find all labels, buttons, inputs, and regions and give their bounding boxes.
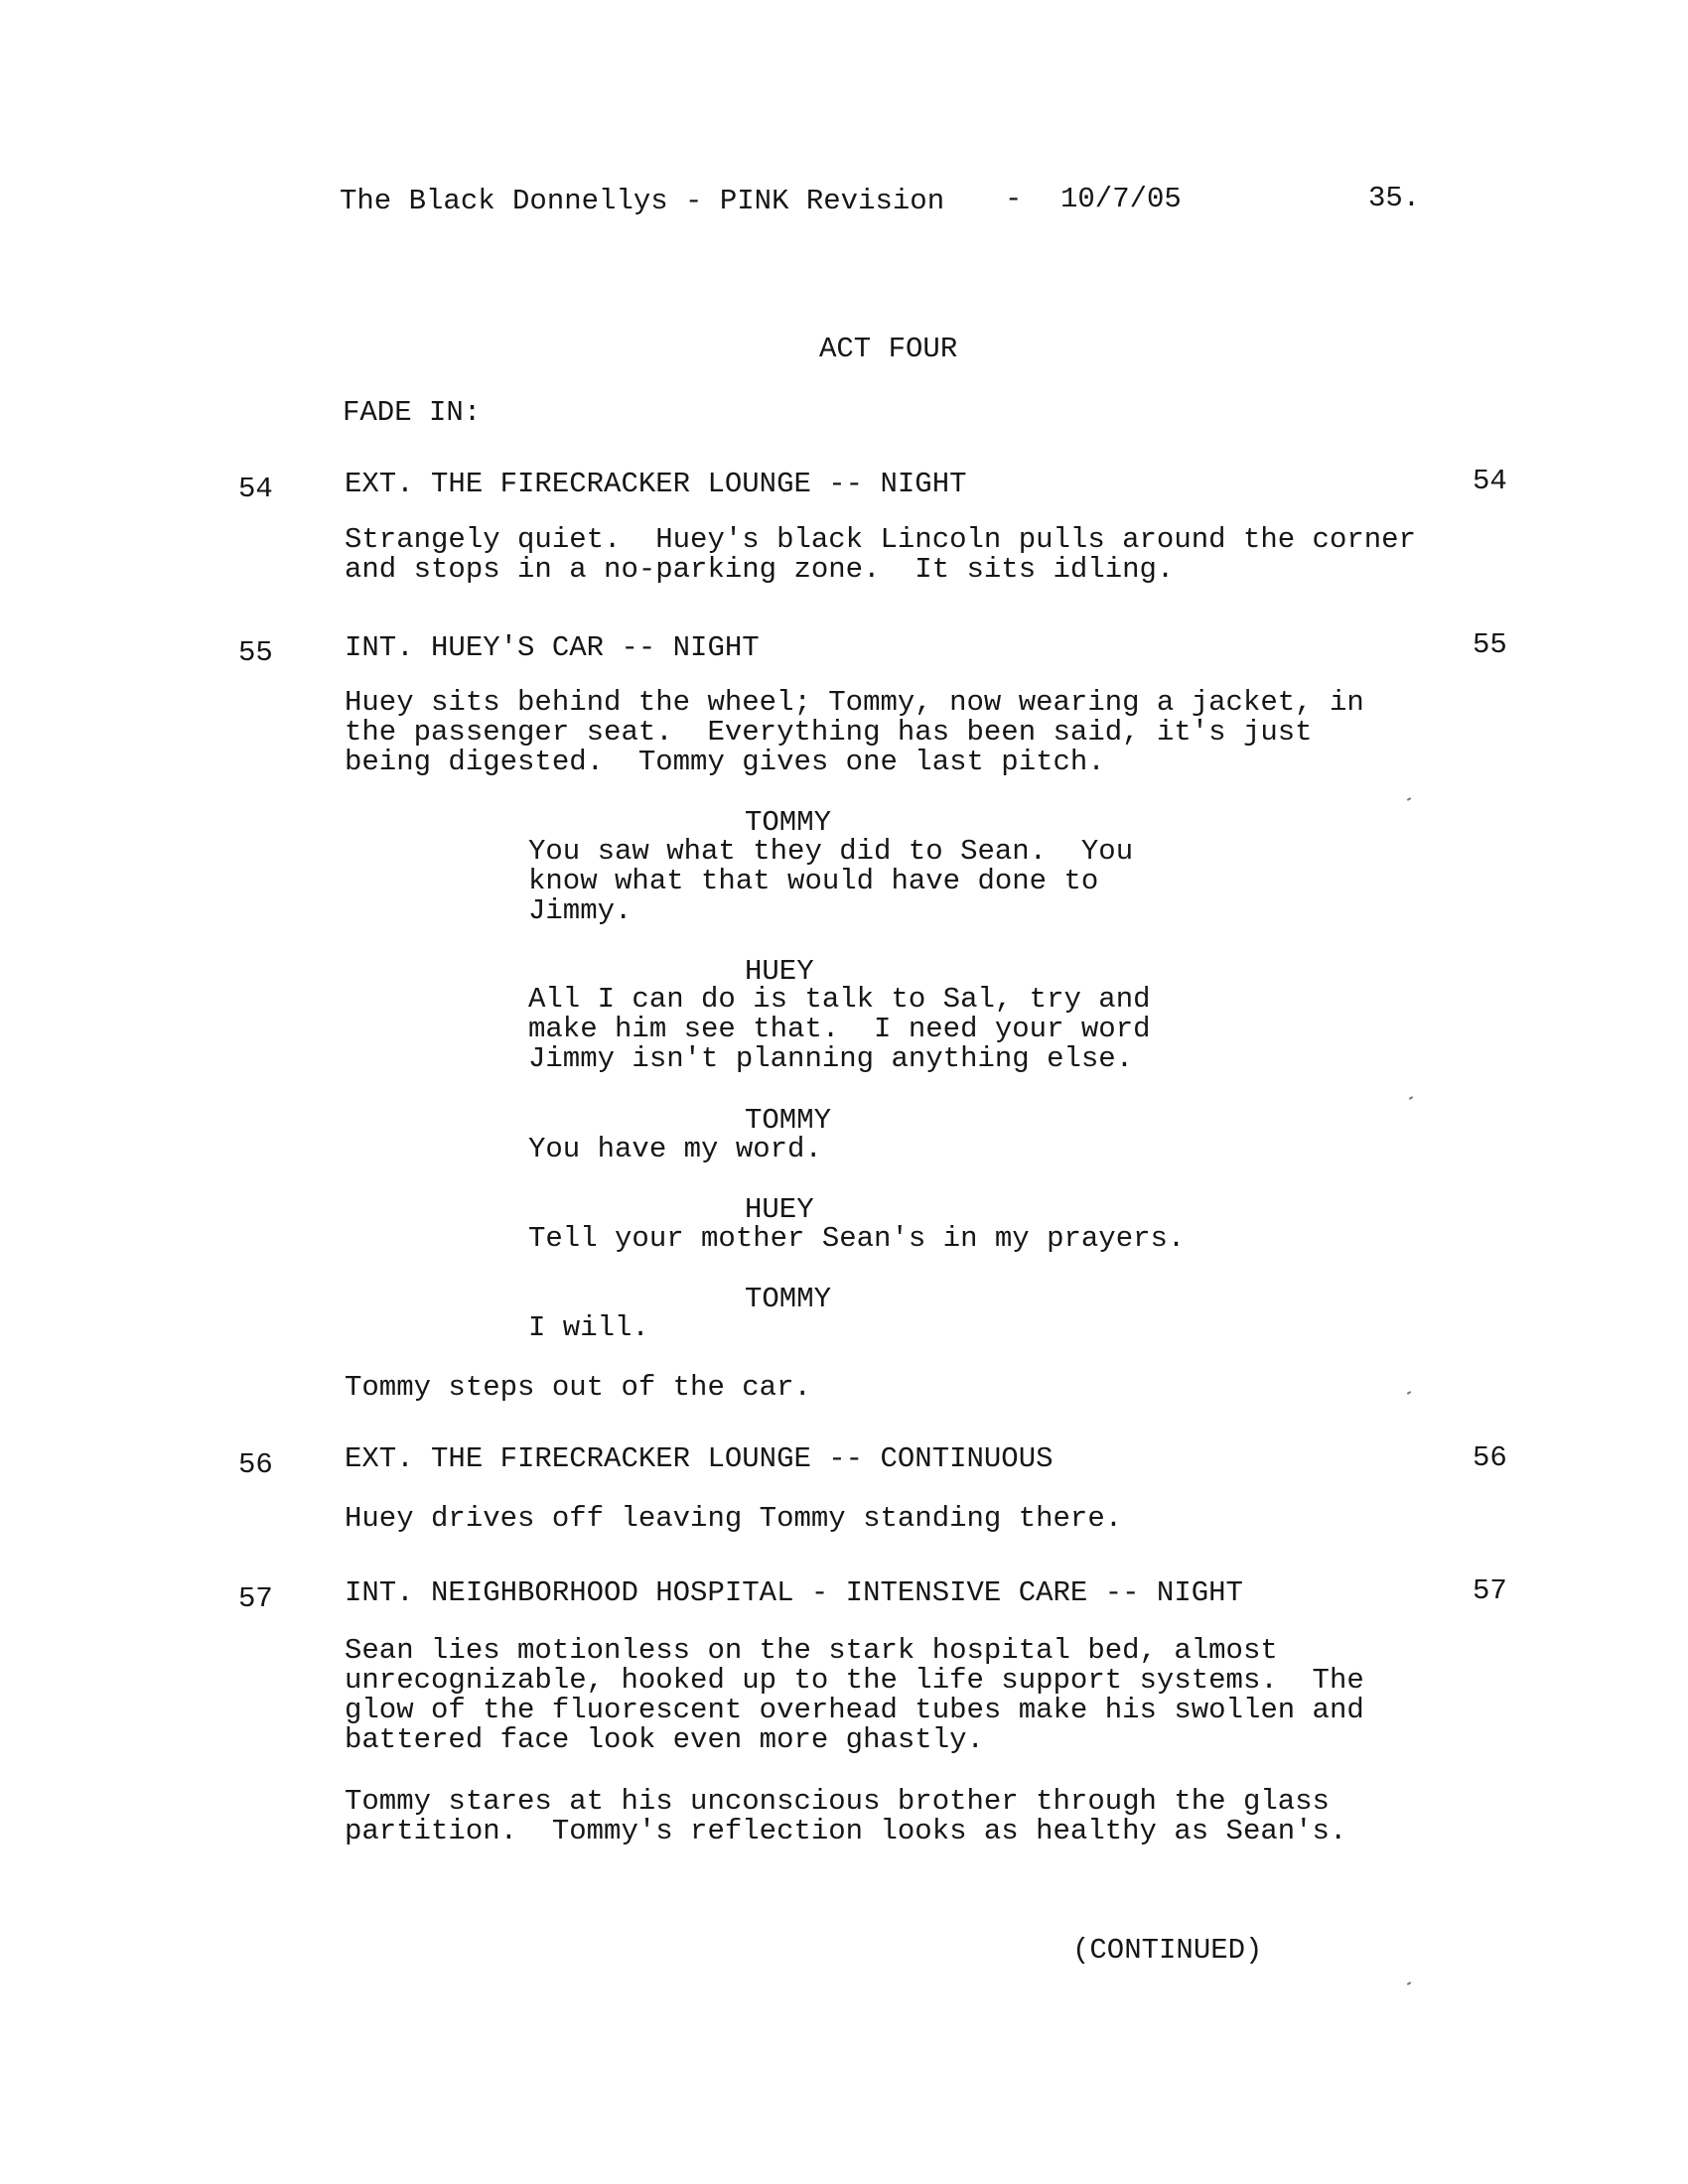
dialogue-block xyxy=(528,1313,1243,1343)
scene-number-right: 57 xyxy=(1473,1574,1507,1607)
dialogue-line: You have my word. xyxy=(528,1133,822,1165)
scene-number-left: 57 xyxy=(238,1582,273,1615)
header-separator: - xyxy=(1005,183,1023,215)
dialogue-line: make him see that. I need your word xyxy=(528,1013,1151,1045)
action-paragraph xyxy=(345,1636,1486,1755)
scan-speck xyxy=(1407,797,1411,801)
header-title: The Black Donnellys - PINK Revision xyxy=(340,185,945,217)
header-date: 10/7/05 xyxy=(1060,183,1182,215)
transition: FADE IN: xyxy=(343,396,482,429)
action-line: Strangely quiet. Huey's black Lincoln pulls around the corner xyxy=(345,523,1416,556)
dialogue-line: I will. xyxy=(528,1311,649,1344)
page-number: 35. xyxy=(1368,182,1421,214)
dialogue-line: All I can do is talk to Sal, try and xyxy=(528,983,1151,1016)
action-line: Tommy stares at his unconscious brother through the glass xyxy=(345,1785,1330,1818)
scene-number-right: 55 xyxy=(1473,628,1507,661)
dialogue-block xyxy=(528,837,1243,926)
dialogue-line: Jimmy. xyxy=(528,894,633,927)
action-line: unrecognizable, hooked up to the life support systems. The xyxy=(345,1664,1364,1697)
act-title: ACT FOUR xyxy=(819,333,958,365)
action-line: being digested. Tommy gives one last pitch. xyxy=(345,746,1105,778)
dialogue-block xyxy=(528,985,1243,1074)
action-paragraph xyxy=(345,1373,1486,1403)
dialogue-line: You saw what they did to Sean. You xyxy=(528,835,1134,868)
action-paragraph xyxy=(345,1504,1486,1534)
character-name: HUEY xyxy=(745,955,814,988)
action-line: Huey sits behind the wheel; Tommy, now wearing a jacket, in xyxy=(345,686,1364,719)
action-paragraph xyxy=(345,525,1486,585)
action-line: and stops in a no-parking zone. It sits idling. xyxy=(345,553,1175,586)
action-line: partition. Tommy's reflection looks as healthy as Sean's. xyxy=(345,1815,1347,1847)
action-paragraph xyxy=(345,688,1486,777)
scene-heading: EXT. THE FIRECRACKER LOUNGE -- CONTINUOUS xyxy=(345,1442,1054,1475)
scene-heading: INT. HUEY'S CAR -- NIGHT xyxy=(345,631,760,664)
character-name: TOMMY xyxy=(745,1283,832,1315)
scene-number-left: 54 xyxy=(238,473,273,505)
action-paragraph xyxy=(345,1787,1486,1846)
scene-number-right: 54 xyxy=(1473,465,1507,497)
scan-speck xyxy=(1407,1981,1411,1985)
action-line: glow of the fluorescent overhead tubes make his swollen and xyxy=(345,1694,1364,1726)
dialogue-block xyxy=(528,1224,1243,1254)
action-line: Huey drives off leaving Tommy standing there. xyxy=(345,1502,1123,1535)
dialogue-line: Jimmy isn't planning anything else. xyxy=(528,1042,1134,1075)
character-name: TOMMY xyxy=(745,806,832,839)
scene-number-right: 56 xyxy=(1473,1441,1507,1474)
dialogue-line: Tell your mother Sean's in my prayers. xyxy=(528,1222,1186,1255)
action-line: Tommy steps out of the car. xyxy=(345,1371,811,1404)
scan-speck xyxy=(1409,1096,1413,1100)
continued-marker: (CONTINUED) xyxy=(1072,1934,1263,1967)
dialogue-line: know what that would have done to xyxy=(528,865,1099,897)
character-name: TOMMY xyxy=(745,1104,832,1137)
action-line: Sean lies motionless on the stark hospital bed, almost xyxy=(345,1634,1278,1667)
dialogue-block xyxy=(528,1135,1243,1164)
scene-heading: EXT. THE FIRECRACKER LOUNGE -- NIGHT xyxy=(345,468,967,500)
scene-number-left: 55 xyxy=(238,636,273,669)
action-line: battered face look even more ghastly. xyxy=(345,1723,984,1756)
scene-heading: INT. NEIGHBORHOOD HOSPITAL - INTENSIVE CARE -- NIGHT xyxy=(345,1576,1243,1609)
scene-number-left: 56 xyxy=(238,1448,273,1481)
character-name: HUEY xyxy=(745,1193,814,1226)
action-line: the passenger seat. Everything has been said, it's just xyxy=(345,716,1313,749)
